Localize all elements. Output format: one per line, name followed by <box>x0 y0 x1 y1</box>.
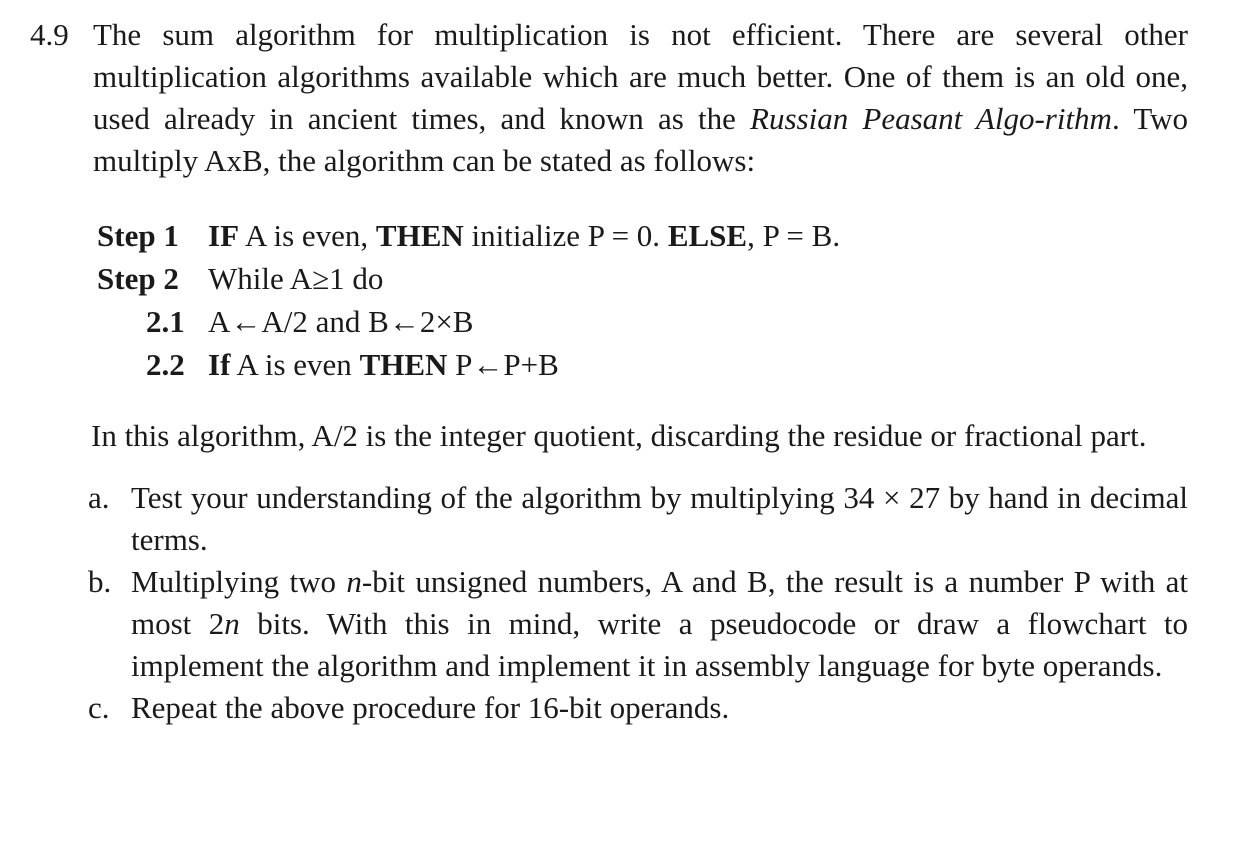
variable-n: n <box>224 606 240 641</box>
part-text <box>131 561 1188 687</box>
step-text: A←A/2 and B←2×B <box>208 304 474 339</box>
step-fragment: A is even <box>230 347 360 382</box>
part-fragment: Test your understanding of the algorithm by multiplying 34 × 27 by hand in decimal terms. <box>131 480 1188 557</box>
keyword-if: IF <box>208 218 239 253</box>
part-b <box>88 561 1188 687</box>
step-text: While A≥1 do <box>208 261 384 296</box>
keyword-if: If <box>208 347 231 382</box>
step-label: Step 2 <box>97 261 179 296</box>
part-label: b. <box>88 564 112 599</box>
problem-intro <box>93 14 1188 182</box>
part-fragment: Multiplying two <box>131 564 347 599</box>
keyword-then: THEN <box>359 347 448 382</box>
part-fragment: bits. With this in mind, write a pseudocode or draw a flowchart to implement the algorithm and implement it in assembly language for byte operands. <box>131 606 1188 683</box>
part-fragment: Repeat the above procedure for 16-bit operands. <box>131 690 730 725</box>
intro-text-1: The sum algorithm for multiplication is not efficient. There are several other multiplication algorithms available which are much better. One of them is an old one, used already in ancient times, and known as the <box>93 17 1188 136</box>
step-text <box>208 344 559 387</box>
step-2 <box>97 258 1252 301</box>
problem-4-9 <box>0 14 1252 729</box>
step-label: Step 1 <box>97 218 179 253</box>
step-fragment: P←P+B <box>447 347 559 382</box>
step-2-2 <box>97 344 1252 387</box>
variable-n: n <box>346 564 362 599</box>
step-2-1 <box>97 301 1252 344</box>
part-label: c. <box>88 690 110 725</box>
step-fragment: , P = B. <box>747 218 841 253</box>
step-1 <box>97 215 1252 258</box>
question-parts <box>88 477 1252 729</box>
substep-label: 2.1 <box>146 304 185 339</box>
keyword-then: THEN <box>375 218 464 253</box>
algorithm-steps <box>97 215 1252 387</box>
part-text <box>131 477 1188 561</box>
step-fragment: initialize P = 0. <box>463 218 668 253</box>
part-a <box>88 477 1188 561</box>
problem-number: 4.9 <box>30 17 69 52</box>
keyword-else: ELSE <box>667 218 748 253</box>
intro-text-2: . Two multiply AxB, the algorithm can be stated as follows: <box>93 101 1188 178</box>
substep-label: 2.2 <box>146 347 185 382</box>
part-fragment: -bit unsigned numbers, A and B, the result is a number P with at most 2 <box>131 564 1188 641</box>
part-text <box>131 687 1188 729</box>
part-label: a. <box>88 480 110 515</box>
intro-algorithm-name: Russian Peasant Algo-rithm <box>750 101 1112 136</box>
step-fragment: A is even, <box>239 218 376 253</box>
part-c <box>88 687 1188 729</box>
step-text <box>208 215 840 258</box>
algorithm-note: In this algorithm, A/2 is the integer quotient, discarding the residue or fractional part. <box>91 418 1147 453</box>
